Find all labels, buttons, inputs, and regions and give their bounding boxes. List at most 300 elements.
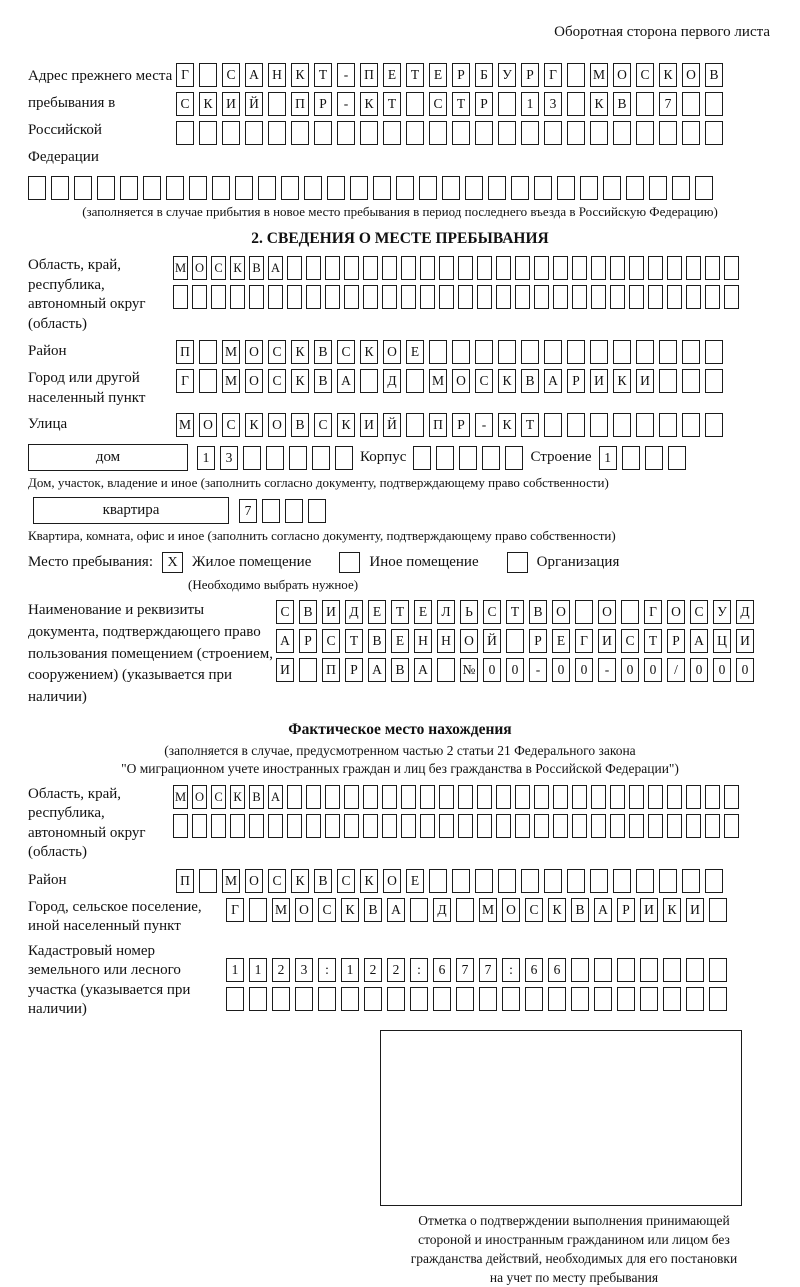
char-cell: 0 [690, 658, 708, 682]
char-cell: О [502, 898, 520, 922]
char-cell [477, 285, 492, 309]
char-cell: И [360, 413, 378, 437]
char-cell [648, 285, 663, 309]
char-cell [382, 785, 397, 809]
char-cell: Р [299, 629, 317, 653]
char-cell [420, 785, 435, 809]
char-cell: Г [176, 63, 194, 87]
char-cell: П [322, 658, 340, 682]
stroenie-label: Строение [530, 449, 592, 465]
char-cell [245, 121, 263, 145]
char-cell [686, 958, 704, 982]
char-cell: В [299, 600, 317, 624]
char-cell [249, 898, 267, 922]
char-cell [212, 176, 230, 200]
char-cell [695, 176, 713, 200]
char-cell [567, 121, 585, 145]
char-cell: О [552, 600, 570, 624]
char-cell: О [682, 63, 700, 87]
char-cell [682, 413, 700, 437]
char-cell [567, 869, 585, 893]
char-cell: С [429, 92, 447, 116]
dom-caption: Дом, участок, владение и иное (заполнить согласно документу, подтверждающему право собственности) [28, 475, 609, 490]
char-cell [192, 814, 207, 838]
char-cell [613, 340, 631, 364]
char-cell [199, 369, 217, 393]
oblast-field [28, 256, 772, 334]
char-cell: М [429, 369, 447, 393]
char-cell [590, 340, 608, 364]
char-cell: К [230, 785, 245, 809]
char-cell: С [690, 600, 708, 624]
char-cell [337, 121, 355, 145]
stamp-caption-line-4: на учет по месту пребывания [489, 1270, 659, 1286]
char-cell [525, 987, 543, 1011]
char-cell: А [268, 256, 283, 280]
char-cell [572, 814, 587, 838]
char-cell: С [176, 92, 194, 116]
char-cell: О [383, 340, 401, 364]
char-cell: Д [736, 600, 754, 624]
kadastr-label: Кадастровый номер земельного или лесного участка (указывается при наличии) [28, 942, 191, 1018]
char-cell: А [544, 369, 562, 393]
char-cell [258, 176, 276, 200]
char-cell [705, 869, 723, 893]
char-cell [406, 121, 424, 145]
char-cell [496, 785, 511, 809]
char-cell: С [268, 340, 286, 364]
char-cell: 2 [364, 958, 382, 982]
char-cell: К [663, 898, 681, 922]
char-cell: Г [644, 600, 662, 624]
stamp-caption-line-1: Отметка о подтверждении выполнения принимающей [418, 1212, 730, 1228]
char-cell: П [176, 340, 194, 364]
char-cell: Б [475, 63, 493, 87]
char-cell: С [276, 600, 294, 624]
char-cell [360, 369, 378, 393]
char-cell [591, 285, 606, 309]
char-cell [439, 285, 454, 309]
char-cell [341, 987, 359, 1011]
char-cell: Й [245, 92, 263, 116]
char-cell: С [525, 898, 543, 922]
char-cell: К [245, 413, 263, 437]
char-cell [97, 176, 115, 200]
char-cell: В [391, 658, 409, 682]
char-cell: К [360, 92, 378, 116]
char-cell [686, 814, 701, 838]
char-cell [482, 446, 500, 470]
char-cell [505, 446, 523, 470]
char-cell: 0 [575, 658, 593, 682]
char-cell [705, 785, 720, 809]
char-cell: 7 [479, 958, 497, 982]
char-cell [211, 285, 226, 309]
char-cell: П [360, 63, 378, 87]
char-cell: А [690, 629, 708, 653]
char-cell: А [337, 369, 355, 393]
char-cell [682, 869, 700, 893]
char-cell: 0 [736, 658, 754, 682]
char-cell [222, 121, 240, 145]
char-cell [498, 340, 516, 364]
char-cell [479, 987, 497, 1011]
oblast-label: Область, край, республика, автономный округ (область) [28, 257, 146, 332]
char-cell [705, 814, 720, 838]
char-cell [603, 176, 621, 200]
char-cell [567, 92, 585, 116]
char-cell [420, 814, 435, 838]
char-cell [199, 63, 217, 87]
prev-address-rows [176, 63, 723, 145]
char-cell: Т [383, 92, 401, 116]
char-cell [289, 446, 307, 470]
char-cell [610, 814, 625, 838]
stroenie-cells [599, 446, 686, 470]
char-cell [594, 958, 612, 982]
char-cell: 7 [659, 92, 677, 116]
char-cell [672, 176, 690, 200]
char-cell [304, 176, 322, 200]
char-cell: 1 [249, 958, 267, 982]
char-cell: 6 [525, 958, 543, 982]
char-cell [344, 285, 359, 309]
char-cell: 0 [552, 658, 570, 682]
char-cell: В [249, 785, 264, 809]
char-cell [325, 785, 340, 809]
char-cell [363, 256, 378, 280]
dom-cells [197, 446, 353, 470]
char-cell: 1 [599, 446, 617, 470]
char-cell [344, 785, 359, 809]
char-cell [629, 814, 644, 838]
char-cell [291, 121, 309, 145]
char-cell [610, 285, 625, 309]
char-cell [382, 814, 397, 838]
kvartira-box: квартира [33, 497, 229, 524]
char-cell: № [460, 658, 478, 682]
char-cell [498, 869, 516, 893]
char-cell [287, 256, 302, 280]
char-cell: Р [667, 629, 685, 653]
char-cell [636, 413, 654, 437]
char-cell: Р [567, 369, 585, 393]
char-cell [401, 814, 416, 838]
char-cell [705, 92, 723, 116]
char-cell: П [176, 869, 194, 893]
char-cell: О [245, 869, 263, 893]
char-cell: С [268, 369, 286, 393]
char-cell: А [245, 63, 263, 87]
char-cell [363, 285, 378, 309]
char-cell [553, 785, 568, 809]
char-cell [488, 176, 506, 200]
char-cell [439, 814, 454, 838]
char-cell [325, 285, 340, 309]
char-cell: А [368, 658, 386, 682]
char-cell: 2 [272, 958, 290, 982]
char-cell: С [475, 369, 493, 393]
char-cell [591, 256, 606, 280]
char-cell: Р [452, 63, 470, 87]
kvartira-line [28, 497, 772, 524]
char-cell: Е [414, 600, 432, 624]
char-cell [629, 256, 644, 280]
prev-address-caption: (заполняется в случае прибытия в новое место пребывания в период последнего въезда в Российскую Федерацию) [82, 204, 718, 219]
char-cell [373, 176, 391, 200]
char-cell: М [176, 413, 194, 437]
char-cell [709, 898, 727, 922]
char-cell: С [268, 869, 286, 893]
char-cell: О [452, 369, 470, 393]
char-cell [682, 121, 700, 145]
char-cell [318, 987, 336, 1011]
char-cell [659, 369, 677, 393]
char-cell: И [736, 629, 754, 653]
char-cell [613, 413, 631, 437]
prev-address-label: Адрес прежнего места пребывания в Российской Федерации [28, 68, 173, 165]
char-cell: К [548, 898, 566, 922]
char-cell [243, 446, 261, 470]
char-cell [458, 285, 473, 309]
stay-label: Место пребывания: [28, 554, 153, 570]
factual-title: Фактическое место нахождения [288, 720, 512, 738]
dom-line [28, 444, 772, 471]
char-cell: - [337, 63, 355, 87]
char-cell [173, 285, 188, 309]
char-cell [327, 176, 345, 200]
char-cell [502, 987, 520, 1011]
char-cell: В [705, 63, 723, 87]
char-cell [659, 121, 677, 145]
char-cell [636, 869, 654, 893]
factual-gorod-field [28, 898, 772, 937]
char-cell [636, 92, 654, 116]
char-cell: О [295, 898, 313, 922]
gorod-row [176, 369, 723, 393]
char-cell: В [314, 340, 332, 364]
char-cell: С [322, 629, 340, 653]
char-cell [268, 92, 286, 116]
char-cell: - [529, 658, 547, 682]
char-cell [452, 121, 470, 145]
dom-box: дом [28, 444, 188, 471]
char-cell [306, 285, 321, 309]
char-cell: В [249, 256, 264, 280]
char-cell [299, 658, 317, 682]
char-cell: Р [475, 92, 493, 116]
char-cell [629, 785, 644, 809]
char-cell [266, 446, 284, 470]
char-cell [521, 121, 539, 145]
char-cell [406, 413, 424, 437]
char-cell: И [590, 369, 608, 393]
char-cell [575, 600, 593, 624]
char-cell: 1 [341, 958, 359, 982]
stamp-caption-line-3: гражданства действий, необходимых для его постановки [410, 1251, 738, 1267]
factual-gorod-label: Город, сельское поселение, иной населенный пункт [28, 898, 202, 935]
char-cell [724, 814, 739, 838]
char-cell [230, 285, 245, 309]
char-cell [659, 340, 677, 364]
char-cell [648, 785, 663, 809]
char-cell: Т [314, 63, 332, 87]
char-cell [401, 285, 416, 309]
char-cell [534, 785, 549, 809]
char-cell [51, 176, 69, 200]
char-cell: Д [345, 600, 363, 624]
oblast-row-1 [173, 256, 739, 280]
char-cell [249, 285, 264, 309]
char-cell: О [667, 600, 685, 624]
char-cell [364, 987, 382, 1011]
char-cell [534, 814, 549, 838]
char-cell: : [318, 958, 336, 982]
char-cell [456, 987, 474, 1011]
char-cell: В [571, 898, 589, 922]
char-cell [548, 987, 566, 1011]
char-cell [567, 340, 585, 364]
checkbox-zhiloe: X [162, 552, 183, 573]
char-cell: С [314, 413, 332, 437]
char-cell: К [360, 340, 378, 364]
char-cell: Т [452, 92, 470, 116]
char-cell: О [192, 256, 207, 280]
char-cell [521, 340, 539, 364]
char-cell [580, 176, 598, 200]
char-cell: А [387, 898, 405, 922]
prev-address-block [28, 63, 772, 171]
char-cell: С [636, 63, 654, 87]
char-cell [553, 814, 568, 838]
char-cell [709, 958, 727, 982]
prev-address-row-2 [176, 92, 723, 116]
stamp-caption [356, 1211, 792, 1287]
char-cell [436, 446, 454, 470]
char-cell [281, 176, 299, 200]
char-cell: Е [391, 629, 409, 653]
ulitsa-field [28, 413, 772, 437]
char-cell [452, 869, 470, 893]
char-cell [475, 869, 493, 893]
char-cell: 3 [295, 958, 313, 982]
char-cell: И [276, 658, 294, 682]
char-cell: В [364, 898, 382, 922]
char-cell [382, 285, 397, 309]
char-cell [211, 814, 226, 838]
char-cell: Т [521, 413, 539, 437]
char-cell [682, 340, 700, 364]
char-cell [396, 176, 414, 200]
char-cell [306, 256, 321, 280]
ulitsa-row [176, 413, 723, 437]
char-cell [498, 92, 516, 116]
char-cell [663, 958, 681, 982]
checkbox-inoe [339, 552, 360, 573]
char-cell [308, 499, 326, 523]
char-cell: - [598, 658, 616, 682]
factual-oblast-row-1 [173, 785, 739, 809]
char-cell [636, 340, 654, 364]
char-cell: М [222, 869, 240, 893]
stay-option-inoe-label: Иное помещение [369, 554, 479, 570]
char-cell [617, 958, 635, 982]
korpus-label: Корпус [360, 449, 407, 465]
char-cell: Ь [460, 600, 478, 624]
char-cell: О [268, 413, 286, 437]
char-cell: 0 [713, 658, 731, 682]
char-cell: 7 [456, 958, 474, 982]
char-cell [668, 446, 686, 470]
char-cell [442, 176, 460, 200]
char-cell [176, 121, 194, 145]
char-cell [686, 987, 704, 1011]
char-cell: С [483, 600, 501, 624]
factual-oblast-row-2 [173, 814, 739, 838]
char-cell [28, 176, 46, 200]
char-cell [410, 898, 428, 922]
char-cell [314, 121, 332, 145]
char-cell [192, 285, 207, 309]
char-cell [590, 121, 608, 145]
char-cell [477, 814, 492, 838]
char-cell [199, 869, 217, 893]
char-cell: А [594, 898, 612, 922]
char-cell [287, 814, 302, 838]
char-cell: К [659, 63, 677, 87]
char-cell [636, 121, 654, 145]
char-cell: В [521, 369, 539, 393]
char-cell: С [621, 629, 639, 653]
ulitsa-label: Улица [28, 416, 68, 433]
char-cell [413, 446, 431, 470]
char-cell [686, 785, 701, 809]
char-cell: Г [544, 63, 562, 87]
char-cell [382, 256, 397, 280]
char-cell [249, 814, 264, 838]
char-cell [667, 814, 682, 838]
char-cell [610, 256, 625, 280]
char-cell: М [272, 898, 290, 922]
char-cell: Р [452, 413, 470, 437]
char-cell: С [318, 898, 336, 922]
char-cell: О [192, 785, 207, 809]
char-cell: 3 [220, 446, 238, 470]
char-cell: Е [406, 869, 424, 893]
char-cell [143, 176, 161, 200]
char-cell: Е [383, 63, 401, 87]
char-cell: К [613, 369, 631, 393]
char-cell [363, 785, 378, 809]
char-cell [557, 176, 575, 200]
raion-row [176, 340, 723, 364]
char-cell [312, 446, 330, 470]
char-cell: 0 [483, 658, 501, 682]
raion-field [28, 340, 772, 364]
char-cell [567, 413, 585, 437]
char-cell [456, 898, 474, 922]
char-cell [360, 121, 378, 145]
prev-address-row-3 [176, 121, 723, 145]
char-cell: К [498, 369, 516, 393]
char-cell [306, 814, 321, 838]
char-cell [534, 285, 549, 309]
char-cell [295, 987, 313, 1011]
char-cell: М [173, 785, 188, 809]
char-cell: С [211, 785, 226, 809]
char-cell [667, 285, 682, 309]
char-cell [465, 176, 483, 200]
